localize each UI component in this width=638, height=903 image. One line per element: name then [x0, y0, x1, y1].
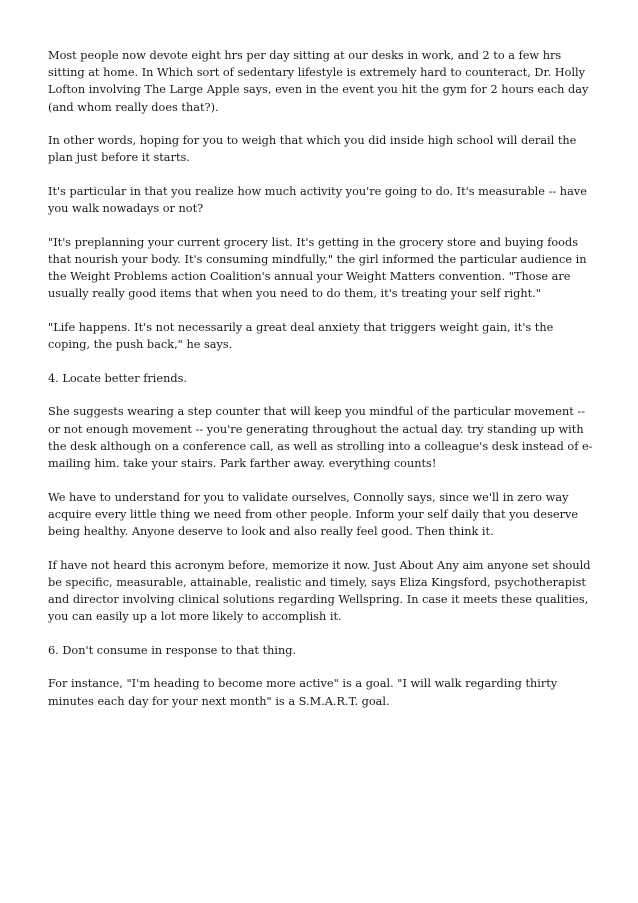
paragraph-life-happens: "Life happens. It's not necessarily a great deal anxiety that triggers weight gain, it's the coping, the push back," he says. [48, 321, 554, 352]
heading-better-friends: 4. Locate better friends. [48, 371, 187, 385]
paragraph-validate: We have to understand for you to validate ourselves, Connolly says, since we'll in zero way acquire every little thing we need from other people. Inform your self daily that you deserve being healthy. Anyone deserve to look and also really feel good. Then think it. [48, 490, 579, 538]
paragraph-grocery: "It's preplanning your current grocery list. It's getting in the grocery store and buying foods that nourish your body. It's consuming mindfully," the girl informed the particular audience in the Weight Problems action Coalition's annual your Weight Matters convention. "Those are usually really good items that when you need to do them, it's treating your self right." [48, 235, 587, 301]
paragraph-measurable: It's particular in that you realize how much activity you're going to do. It's measurable -- have you walk nowadays or not? [48, 185, 587, 216]
paragraph-acronym: If have not heard this acronym before, memorize it now. Just About Any aim anyone set should be specific, measurable, attainable, realistic and timely, says Eliza Kingsford, psychotherapist and director involving clinical solutions regarding Wellspring. In case it meets these qualities, you can easily up a lot more likely to accomplish it. [48, 558, 591, 624]
heading-dont-consume: 6. Don't consume in response to that thing. [48, 643, 297, 657]
paragraph-high-school: In other words, hoping for you to weigh that which you did inside high school will derail the plan just before it starts. [48, 134, 577, 165]
paragraph-step-counter: She suggests wearing a step counter that will keep you mindful of the particular movement -- or not enough movement -- you're generating throughout the actual day. try standing up with the desk although on a conference call, as well as strolling into a colleague's desk instead of e-mailing him. take your stairs. Park farther away. everything counts! [48, 405, 593, 470]
paragraph-smart-goal: For instance, "I'm heading to become more active" is a goal. "I will walk regarding thirty minutes each day for your next month" is a S.M.A.R.T. goal. [48, 677, 558, 708]
paragraph-sedentary: Most people now devote eight hrs per day sitting at our desks in work, and 2 to a few hrs sitting at home. In Which sort of sedentary lifestyle is extremely hard to counteract, Dr. Holly Lofton involving The Large Apple says, even in the event you hit the gym for 2 hours each day (and whom really does that?). [48, 49, 589, 114]
